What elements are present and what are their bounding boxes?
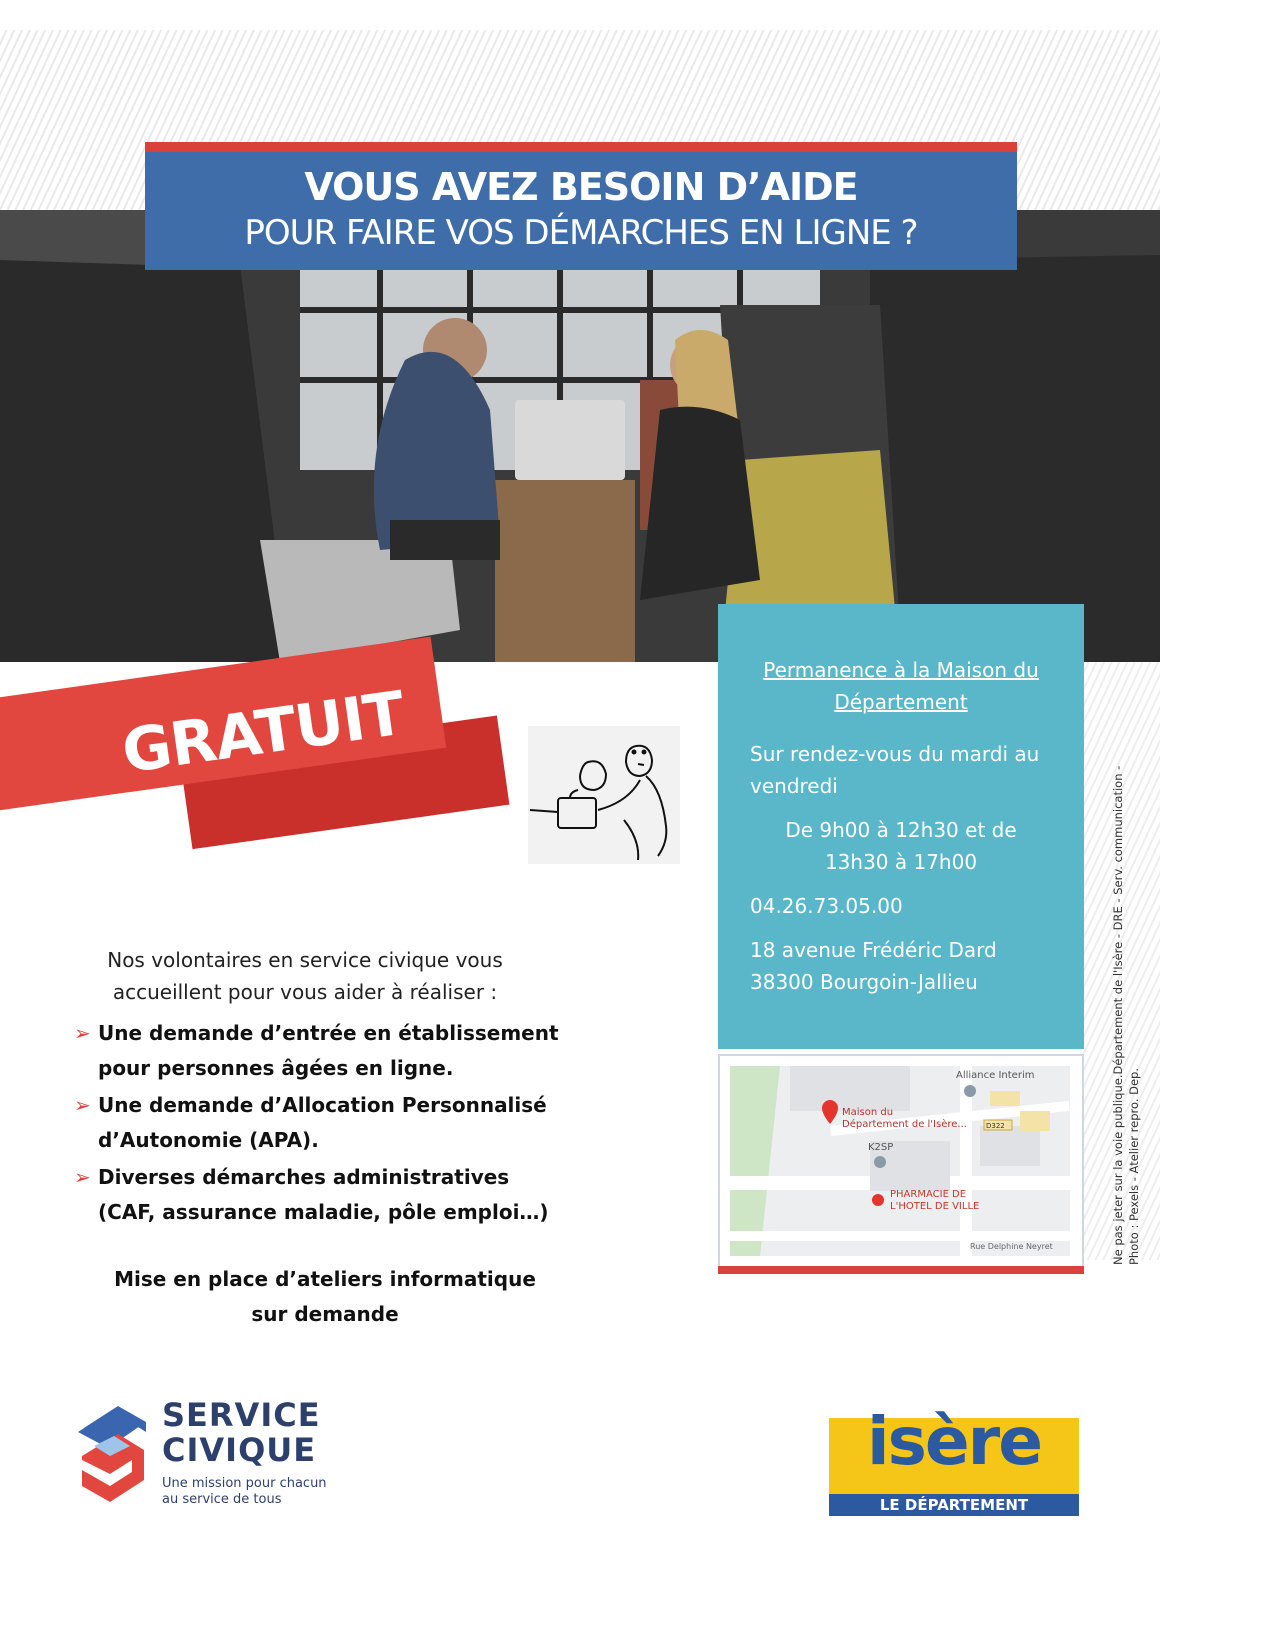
map-label-street: Rue Delphine Neyret [970, 1242, 1053, 1251]
service-civique-tagline [162, 1476, 327, 1508]
title-line-2: POUR FAIRE VOS DÉMARCHES EN LIGNE ? [244, 213, 918, 253]
arrow-bullet-icon: ➢ [74, 1093, 91, 1117]
permanence-heading: Permanence à la Maison du Département [763, 658, 1039, 714]
title-banner [145, 152, 1017, 270]
arrow-bullet-icon: ➢ [74, 1165, 91, 1189]
phone-number: 04.26.73.05.00 [750, 894, 903, 918]
list-item-text: Diverses démarches administratives (CAF, assurance maladie, pôle emploi…) [98, 1165, 549, 1224]
isere-logo-word: isère [867, 1403, 1041, 1480]
hours-line-2: 13h30 à 17h00 [824, 850, 978, 874]
sc-tag-line-2: au service de tous [162, 1492, 282, 1507]
credit-line-2: Photo : Pexels - Atelier repro. Dep. [1127, 1067, 1141, 1265]
list-item-text: Une demande d’entrée en établissement pour personnes âgées en ligne. [98, 1021, 559, 1080]
isere-logo-band: LE DÉPARTEMENT [829, 1494, 1079, 1516]
rdv-text: Sur rendez-vous du mardi au vendredi [750, 742, 1040, 798]
map-accent-bar [718, 1266, 1084, 1274]
map-label-maison-1: Maison du [842, 1107, 894, 1118]
credit-line-1: Ne pas jeter sur la voie publique.Département de l'Isère - DRE - Serv. communication - [1111, 765, 1125, 1265]
ateliers-text: Mise en place d’ateliers informatique sur demande [114, 1267, 536, 1326]
hours-line-1: De 9h00 à 12h30 et de [785, 818, 1017, 842]
map-label-pharmacie-2: L'HOTEL DE VILLE [890, 1201, 980, 1212]
sc-title-line-2: CIVIQUE [162, 1431, 317, 1469]
info-panel [718, 604, 1084, 1049]
title-line-1: VOUS AVEZ BESOIN D’AIDE [304, 165, 858, 209]
map-canvas [730, 1066, 1070, 1256]
map-pin-k2sp-icon [874, 1156, 886, 1168]
sc-tag-line-1: Une mission pour chacun [162, 1476, 327, 1491]
credit-text [1110, 765, 1142, 1265]
map-pin-pharmacie-icon [872, 1194, 884, 1206]
map-label-road: D322 [986, 1122, 1005, 1130]
map-label-k2sp: K2SP [868, 1142, 894, 1153]
address-line-2: 38300 Bourgoin-Jallieu [750, 970, 978, 994]
list-item [74, 1088, 564, 1158]
address-line-1: 18 avenue Frédéric Dard [750, 938, 997, 962]
sc-title-line-1: SERVICE [162, 1396, 321, 1434]
map-label-pharmacie-1: PHARMACIE DE [890, 1189, 967, 1200]
arrow-bullet-icon: ➢ [74, 1021, 91, 1045]
map [718, 1054, 1084, 1268]
service-list [74, 1016, 564, 1232]
list-item [74, 1160, 564, 1230]
list-item [74, 1016, 564, 1086]
gratuit-label: GRATUIT [118, 678, 409, 788]
service-civique-title [162, 1398, 321, 1468]
list-item-text: Une demande d’Allocation Personnalisé d’Autonomie (APA). [98, 1093, 547, 1152]
map-label-maison-2: Département de l'Isère... [842, 1119, 967, 1130]
intro-text: Nos volontaires en service civique vous accueillent pour vous aider à réaliser : [107, 948, 503, 1004]
hero-photo [0, 210, 1160, 662]
sketch-illustration [528, 726, 680, 864]
map-pin-alliance-icon [964, 1085, 976, 1097]
map-label-alliance: Alliance Interim [956, 1070, 1035, 1081]
title-accent-bar [145, 142, 1017, 152]
